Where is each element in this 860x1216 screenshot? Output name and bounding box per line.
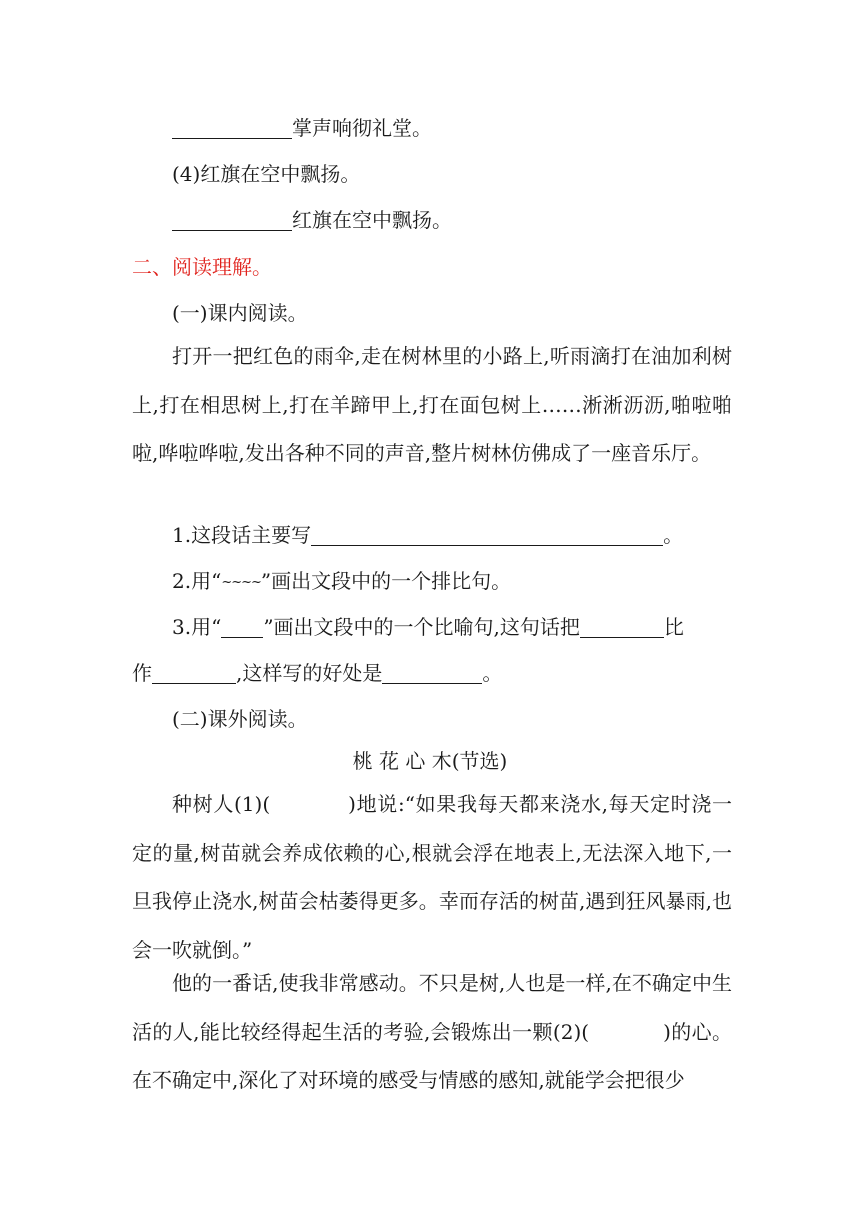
answer-blank[interactable] — [311, 525, 663, 546]
sentence-text: 掌声响彻礼堂。 — [292, 116, 432, 140]
exercise-item-4 — [172, 161, 360, 187]
passage-text: 打开一把红色的雨伞,走在树林里的小路上,听雨滴打在油加利树上,打在相思树上,打在羊蹄甲上,打在面包树上……淅淅沥沥,啪啦啪啦,哗啦哗啦,发出各种不同的声音,整片树林仿佛成了一座音乐厅。 — [132, 344, 732, 465]
fill-line-flag — [172, 207, 452, 233]
question-text: 2.用“ — [172, 569, 222, 593]
question-text: 。 — [663, 523, 684, 547]
question-3-continued — [132, 660, 502, 686]
subsection-heading-in-class — [172, 300, 308, 326]
question-text: ”画出文段中的一个比喻句,这句话把 — [263, 615, 580, 639]
answer-blank[interactable] — [382, 663, 482, 684]
question-text: 作 — [132, 661, 152, 685]
subsection-heading-text: (二)课外阅读。 — [172, 707, 308, 731]
question-1 — [172, 522, 683, 548]
answer-blank[interactable] — [172, 118, 292, 139]
reading-passage — [132, 332, 732, 478]
question-3 — [172, 614, 684, 640]
subsection-heading-extracurricular — [172, 706, 308, 732]
question-text: 。 — [482, 661, 503, 685]
sentence-text: 红旗在空中飘扬。 — [292, 208, 452, 232]
article-paragraph-2 — [132, 959, 732, 1105]
answer-blank[interactable] — [172, 210, 292, 231]
item-label: (4)红旗在空中飘扬。 — [172, 162, 361, 186]
question-text: ,这样写的好处是 — [236, 661, 383, 685]
fill-line-applause — [172, 115, 432, 141]
subsection-heading-text: (一)课内阅读。 — [172, 301, 308, 325]
question-text: ”画出文段中的一个排比句。 — [260, 569, 512, 593]
paragraph-text: )的心。在不确定中,深化了对环境的感受与情感的感知,就能学会把很少 — [132, 1019, 732, 1092]
article-title — [0, 748, 860, 774]
article-title-text: 桃 花 心 木(节选) — [352, 749, 508, 773]
wavy-line-mark: ~~~~ — [221, 575, 261, 590]
section-heading-text: 二、阅读理解。 — [132, 255, 272, 279]
paragraph-text: 他的一番话,使我非常感动。不只是树,人也是一样,在不确定中生活的人,能比较经得起生活的考验,会锻炼出一颗(2)( — [132, 971, 732, 1044]
answer-blank[interactable] — [152, 663, 236, 684]
question-text: 3.用“ — [172, 615, 222, 639]
article-paragraph-1 — [132, 780, 732, 974]
underline-mark — [221, 617, 263, 638]
section-heading — [132, 254, 272, 280]
question-text: 1.这段话主要写 — [172, 523, 312, 547]
paragraph-text: 种树人(1)( — [172, 792, 271, 816]
question-text: 比 — [663, 615, 684, 639]
paragraph-text: )地说:“如果我每天都来浇水,每天定时浇一定的量,树苗就会养成依赖的心,根就会浮在地表上,无法深入地下,一旦我停止浇水,树苗会枯萎得更多。幸而存活的树苗,遇到狂风暴雨,也会一吹就倒。” — [132, 792, 733, 962]
answer-blank[interactable] — [580, 617, 664, 638]
question-2 — [172, 568, 511, 598]
